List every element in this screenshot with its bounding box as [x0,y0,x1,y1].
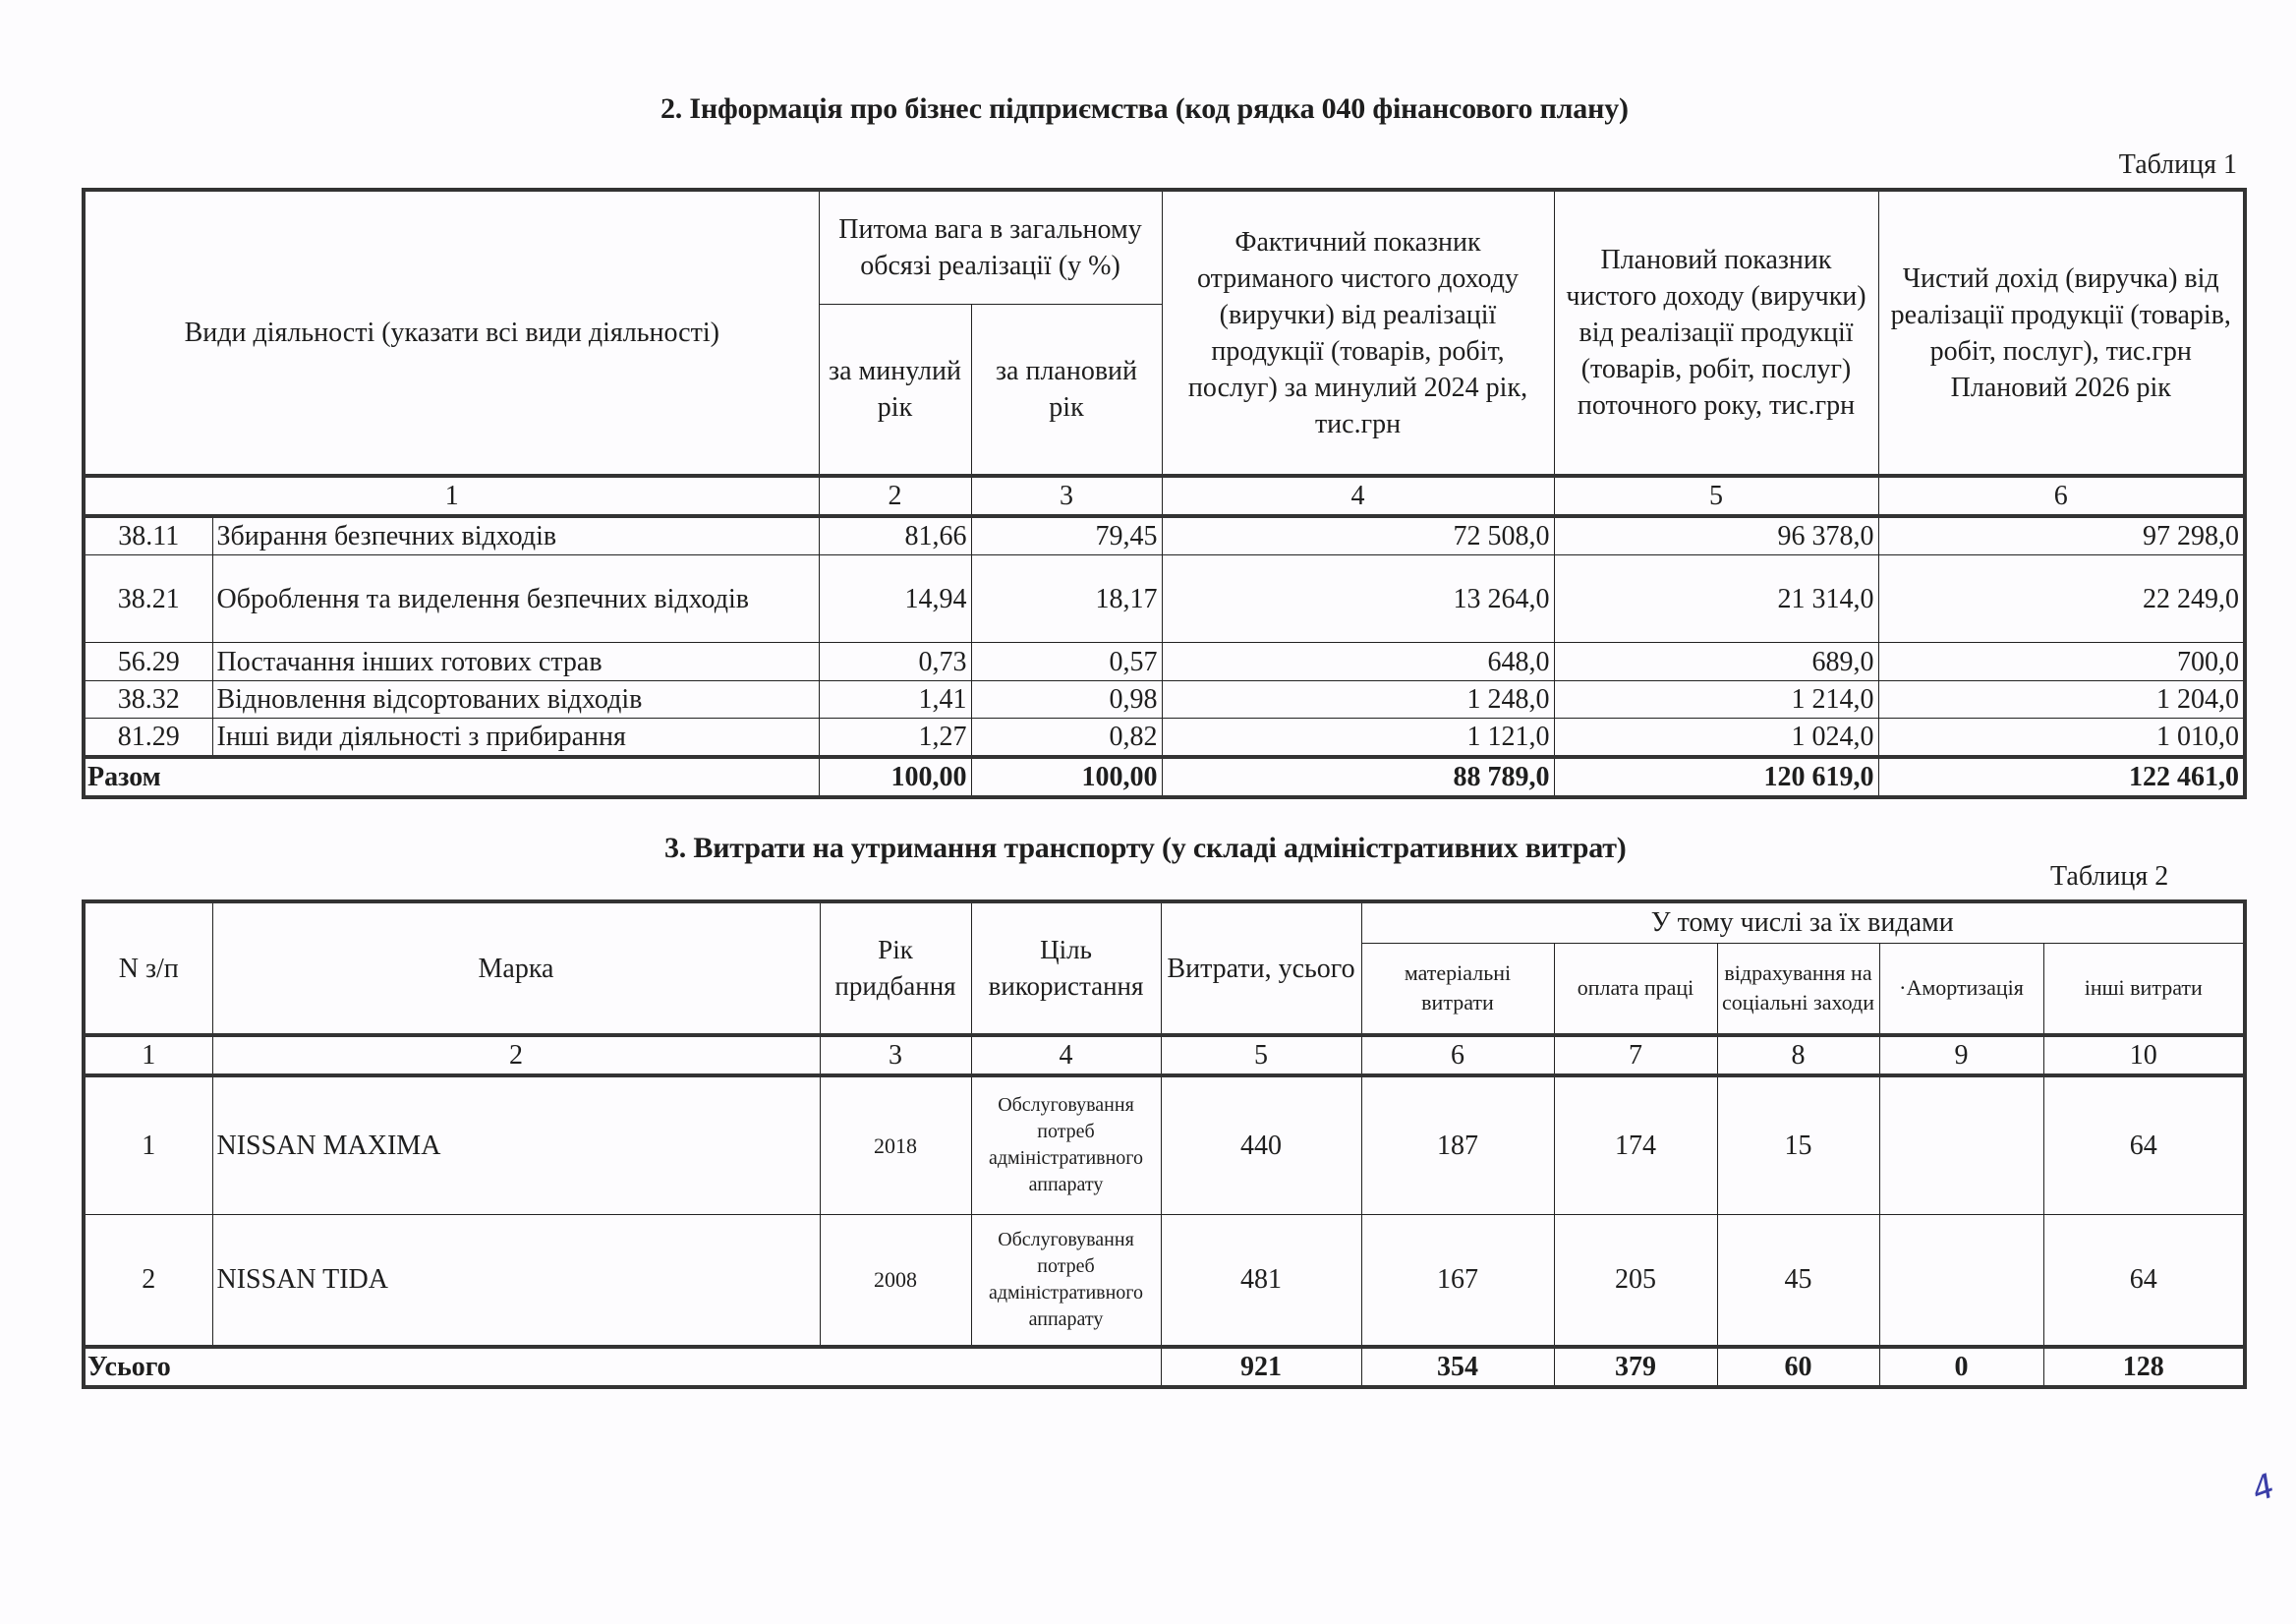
actual-income: 72 508,0 [1162,516,1554,555]
table-row [84,719,2245,758]
actual-income: 1 248,0 [1162,681,1554,719]
activity-code: 56.29 [84,643,212,681]
table-row [84,555,2245,643]
header-actual-income: Фактичний показник отриманого чистого доходу (виручки) від реалізації продукції (товарів, робіт, послуг) за минулий 2024 рік, тис.грн [1162,190,1554,476]
activity-code: 38.21 [84,555,212,643]
header-labor: оплата праці [1554,943,1717,1035]
col-number: 6 [1361,1035,1554,1075]
total-actual: 88 789,0 [1162,757,1554,797]
table-row [84,643,2245,681]
planned-income: 1 024,0 [1554,719,1878,758]
activity-name: Інші види діяльності з прибирання [212,719,819,758]
header-brand: Марка [212,901,820,1035]
vehicle-year: 2008 [820,1214,971,1347]
col-number: 5 [1161,1035,1361,1075]
share-plan: 79,45 [971,516,1162,555]
vehicle-social: 15 [1717,1075,1879,1214]
activity-code: 81.29 [84,719,212,758]
total-other: 128 [2043,1347,2245,1387]
vehicle-other: 64 [2043,1214,2245,1347]
actual-income: 648,0 [1162,643,1554,681]
header-total: Витрати, усього [1161,901,1361,1035]
section-2-title: 2. Інформація про бізнес підприємства (код рядка 040 фінансового плану) [660,92,1629,125]
table-row [84,681,2245,719]
table-1-label: Таблиця 1 [2118,149,2237,180]
col-number: 4 [1162,476,1554,516]
col-number: 7 [1554,1035,1717,1075]
handwritten-page-number: 4 [2246,1466,2280,1511]
vehicle-material: 167 [1361,1214,1554,1347]
col-number: 2 [819,476,971,516]
col-number: 4 [971,1035,1161,1075]
col-number: 10 [2043,1035,2245,1075]
header-net-income-2026: Чистий дохід (виручка) від реалізації продукції (товарів, робіт, послуг), тис.грн Плановий 2026 рік [1878,190,2245,476]
vehicle-purpose: Обслуговування потреб адміністративного аппарату [971,1214,1161,1347]
header-purpose: Ціль використання [971,901,1161,1035]
income-2026: 1 204,0 [1878,681,2245,719]
share-plan: 0,98 [971,681,1162,719]
share-plan: 18,17 [971,555,1162,643]
planned-income: 689,0 [1554,643,1878,681]
total-2026: 122 461,0 [1878,757,2245,797]
transport-costs-table [82,899,2247,1389]
total-share-prev: 100,00 [819,757,971,797]
vehicle-amortization [1879,1075,2043,1214]
activity-name: Збирання безпечних відходів [212,516,819,555]
vehicle-social: 45 [1717,1214,1879,1347]
planned-income: 1 214,0 [1554,681,1878,719]
vehicle-total: 440 [1161,1075,1361,1214]
header-material: матеріальні витрати [1361,943,1554,1035]
vehicle-material: 187 [1361,1075,1554,1214]
activity-code: 38.11 [84,516,212,555]
income-2026: 22 249,0 [1878,555,2245,643]
header-num: N з/п [84,901,212,1035]
income-2026: 1 010,0 [1878,719,2245,758]
income-2026: 700,0 [1878,643,2245,681]
header-year: Рік придбання [820,901,971,1035]
col-number: 6 [1878,476,2245,516]
total-planned: 120 619,0 [1554,757,1878,797]
vehicle-num: 2 [84,1214,212,1347]
share-prev: 81,66 [819,516,971,555]
activity-name: Відновлення відсортованих відходів [212,681,819,719]
vehicle-other: 64 [2043,1075,2245,1214]
vehicle-year: 2018 [820,1075,971,1214]
total-share-plan: 100,00 [971,757,1162,797]
col-number: 1 [84,1035,212,1075]
share-prev: 1,41 [819,681,971,719]
col-number: 1 [84,476,819,516]
vehicle-brand: NISSAN MAXIMA [212,1075,820,1214]
header-by-type: У тому числі за їх видами [1361,901,2245,943]
header-other: інші витрати [2043,943,2245,1035]
business-info-table [82,188,2247,799]
actual-income: 1 121,0 [1162,719,1554,758]
col-number: 3 [820,1035,971,1075]
total-label: Усього [84,1347,1161,1387]
actual-income: 13 264,0 [1162,555,1554,643]
vehicle-brand: NISSAN TIDA [212,1214,820,1347]
income-2026: 97 298,0 [1878,516,2245,555]
share-prev: 14,94 [819,555,971,643]
header-share-prev: за минулий рік [819,304,971,476]
header-planned-income: Плановий показник чистого доходу (виручки) від реалізації продукції (товарів, робіт, послуг) поточного року, тис.грн [1554,190,1878,476]
vehicle-purpose: Обслуговування потреб адміністративного аппарату [971,1075,1161,1214]
total-labor: 379 [1554,1347,1717,1387]
col-number: 5 [1554,476,1878,516]
table-row [84,1214,2245,1347]
section-3-title: 3. Витрати на утримання транспорту (у складі адміністративних витрат) [664,832,1627,864]
activity-code: 38.32 [84,681,212,719]
planned-income: 21 314,0 [1554,555,1878,643]
header-amortization: ·Амортизація [1879,943,2043,1035]
vehicle-num: 1 [84,1075,212,1214]
total-social: 60 [1717,1347,1879,1387]
planned-income: 96 378,0 [1554,516,1878,555]
total-row [84,757,2245,797]
vehicle-amortization [1879,1214,2043,1347]
col-number: 9 [1879,1035,2043,1075]
activity-name: Постачання інших готових страв [212,643,819,681]
vehicle-total: 481 [1161,1214,1361,1347]
table-row [84,1075,2245,1214]
header-share-group: Питома вага в загальному обсязі реалізації (у %) [819,190,1162,304]
table-2-label: Таблиця 2 [2050,861,2169,892]
total-costs: 921 [1161,1347,1361,1387]
col-number: 3 [971,476,1162,516]
col-number: 8 [1717,1035,1879,1075]
vehicle-labor: 174 [1554,1075,1717,1214]
header-activity: Види діяльності (указати всі види діяльності) [84,190,819,476]
header-share-plan: за плановий рік [971,304,1162,476]
share-plan: 0,57 [971,643,1162,681]
header-social: відрахування на соціальні заходи [1717,943,1879,1035]
col-number: 2 [212,1035,820,1075]
share-prev: 1,27 [819,719,971,758]
total-row [84,1347,2245,1387]
vehicle-labor: 205 [1554,1214,1717,1347]
total-label: Разом [84,757,819,797]
total-material: 354 [1361,1347,1554,1387]
activity-name: Оброблення та виделення безпечних відходів [212,555,819,643]
share-plan: 0,82 [971,719,1162,758]
total-amortization: 0 [1879,1347,2043,1387]
share-prev: 0,73 [819,643,971,681]
table-row [84,516,2245,555]
